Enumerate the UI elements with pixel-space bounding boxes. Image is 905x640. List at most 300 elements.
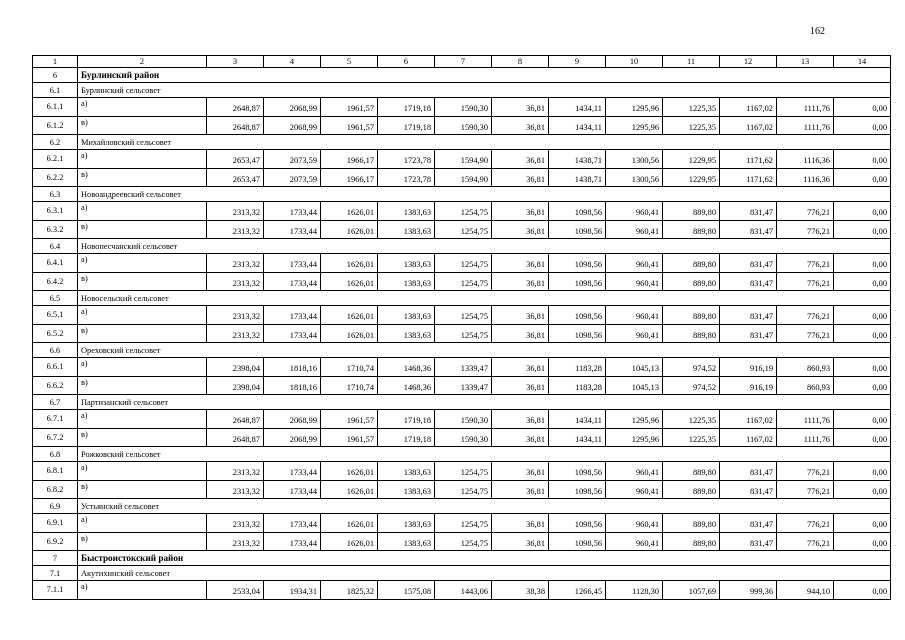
row-code: 6.5.1 (33, 306, 78, 325)
value-cell: 1434,11 (549, 98, 606, 117)
value-cell: 1468,36 (378, 376, 435, 395)
value-cell: 1626,01 (321, 254, 378, 273)
row-code: 6.9 (33, 499, 78, 514)
value-cell: 1254,75 (435, 324, 492, 343)
council-row (33, 566, 891, 581)
value-cell: 2653,47 (207, 168, 264, 187)
value-cell: 889,80 (663, 480, 720, 499)
row-code: 6.2.2 (33, 168, 78, 187)
value-cell: 1626,01 (321, 514, 378, 533)
value-cell: 1295,96 (606, 116, 663, 135)
value-cell: 960,41 (606, 324, 663, 343)
council-title: Партизанский сельсовет (78, 395, 891, 410)
value-cell: 2648,87 (207, 98, 264, 117)
value-cell: 1254,75 (435, 202, 492, 221)
column-header: 2 (78, 56, 207, 68)
value-cell: 831,47 (720, 324, 777, 343)
value-cell: 1295,96 (606, 428, 663, 447)
value-cell: 1295,96 (606, 410, 663, 429)
value-cell: 916,19 (720, 358, 777, 377)
value-cell: 2313,32 (207, 254, 264, 273)
value-cell: 1966,17 (321, 150, 378, 169)
value-cell: 889,80 (663, 220, 720, 239)
row-code: 6.4.1 (33, 254, 78, 273)
value-cell: 1254,75 (435, 306, 492, 325)
row-code: 6.3.1 (33, 202, 78, 221)
value-cell: 1098,56 (549, 324, 606, 343)
value-cell: 960,41 (606, 306, 663, 325)
value-cell: 1116,36 (777, 168, 834, 187)
row-variant: в) (78, 220, 207, 239)
value-cell: 889,80 (663, 514, 720, 533)
value-cell: 1098,56 (549, 514, 606, 533)
value-cell: 1383,63 (378, 480, 435, 499)
value-cell: 2533,04 (207, 581, 264, 600)
value-cell: 776,21 (777, 220, 834, 239)
value-cell: 831,47 (720, 480, 777, 499)
value-cell: 1961,57 (321, 116, 378, 135)
row-variant: а) (78, 514, 207, 533)
value-cell: 1733,44 (264, 480, 321, 499)
value-cell: 0,00 (834, 480, 891, 499)
row-variant: в) (78, 376, 207, 395)
value-cell: 1183,28 (549, 376, 606, 395)
value-cell: 1733,44 (264, 324, 321, 343)
value-cell: 0,00 (834, 514, 891, 533)
value-cell: 1723,78 (378, 150, 435, 169)
value-cell: 1626,01 (321, 220, 378, 239)
table-row (33, 116, 891, 135)
value-cell: 1098,56 (549, 480, 606, 499)
value-cell: 36,81 (492, 462, 549, 481)
value-cell: 974,52 (663, 376, 720, 395)
value-cell: 0,00 (834, 581, 891, 600)
value-cell: 776,21 (777, 324, 834, 343)
value-cell: 960,41 (606, 514, 663, 533)
value-cell: 1719,18 (378, 98, 435, 117)
value-cell: 960,41 (606, 480, 663, 499)
value-cell: 1468,36 (378, 358, 435, 377)
value-cell: 1098,56 (549, 306, 606, 325)
value-cell: 2073,59 (264, 168, 321, 187)
value-cell: 776,21 (777, 272, 834, 291)
table-row (33, 581, 891, 600)
table-row (33, 272, 891, 291)
row-variant: а) (78, 358, 207, 377)
value-cell: 1098,56 (549, 220, 606, 239)
value-cell: 1300,56 (606, 168, 663, 187)
value-cell: 0,00 (834, 462, 891, 481)
value-cell: 1167,02 (720, 98, 777, 117)
council-row (33, 83, 891, 98)
column-header: 3 (207, 56, 264, 68)
table-row (33, 428, 891, 447)
value-cell: 1966,17 (321, 168, 378, 187)
value-cell: 1719,18 (378, 410, 435, 429)
row-code: 6.6.1 (33, 358, 78, 377)
value-cell: 1733,44 (264, 532, 321, 551)
row-code: 7.1.1 (33, 581, 78, 600)
value-cell: 1710,74 (321, 358, 378, 377)
council-title: Рожковский сельсовет (78, 447, 891, 462)
value-cell: 36,81 (492, 98, 549, 117)
value-cell: 1825,32 (321, 581, 378, 600)
value-cell: 1443,06 (435, 581, 492, 600)
council-row (33, 395, 891, 410)
value-cell: 36,81 (492, 514, 549, 533)
row-code: 6 (33, 68, 78, 83)
value-cell: 1171,62 (720, 150, 777, 169)
column-header: 9 (549, 56, 606, 68)
value-cell: 1111,76 (777, 428, 834, 447)
value-cell: 960,41 (606, 272, 663, 291)
value-cell: 1383,63 (378, 324, 435, 343)
council-row (33, 499, 891, 514)
row-code: 6.6.2 (33, 376, 78, 395)
row-code: 6.8.1 (33, 462, 78, 481)
value-cell: 1733,44 (264, 272, 321, 291)
council-row (33, 239, 891, 254)
value-cell: 1733,44 (264, 202, 321, 221)
table-row (33, 202, 891, 221)
value-cell: 776,21 (777, 480, 834, 499)
value-cell: 36,81 (492, 254, 549, 273)
value-cell: 1733,44 (264, 514, 321, 533)
row-code: 6.7.1 (33, 410, 78, 429)
value-cell: 36,81 (492, 428, 549, 447)
value-cell: 960,41 (606, 254, 663, 273)
row-code: 6.4 (33, 239, 78, 254)
value-cell: 1171,62 (720, 168, 777, 187)
value-cell: 1167,02 (720, 410, 777, 429)
value-cell: 1626,01 (321, 462, 378, 481)
value-cell: 1383,63 (378, 272, 435, 291)
council-row (33, 343, 891, 358)
value-cell: 831,47 (720, 254, 777, 273)
row-code: 6.8.2 (33, 480, 78, 499)
row-variant: в) (78, 116, 207, 135)
value-cell: 2313,32 (207, 532, 264, 551)
value-cell: 2313,32 (207, 324, 264, 343)
row-variant: в) (78, 480, 207, 499)
value-cell: 889,80 (663, 272, 720, 291)
row-code: 6.2 (33, 135, 78, 150)
value-cell: 0,00 (834, 358, 891, 377)
value-cell: 2313,32 (207, 202, 264, 221)
value-cell: 831,47 (720, 532, 777, 551)
column-header: 12 (720, 56, 777, 68)
row-variant: в) (78, 324, 207, 343)
row-variant: а) (78, 150, 207, 169)
value-cell: 1295,96 (606, 98, 663, 117)
value-cell: 0,00 (834, 428, 891, 447)
value-cell: 36,81 (492, 116, 549, 135)
value-cell: 944,10 (777, 581, 834, 600)
council-title: Новосельский сельсовет (78, 291, 891, 306)
value-cell: 1626,01 (321, 272, 378, 291)
value-cell: 0,00 (834, 376, 891, 395)
value-cell: 1254,75 (435, 532, 492, 551)
value-cell: 2313,32 (207, 514, 264, 533)
value-cell: 1057,69 (663, 581, 720, 600)
council-title: Новоандреевский сельсовет (78, 187, 891, 202)
district-title: Быстроистокский район (78, 551, 891, 566)
value-cell: 2313,32 (207, 306, 264, 325)
value-cell: 1733,44 (264, 254, 321, 273)
tariff-table (32, 55, 891, 600)
value-cell: 1339,47 (435, 376, 492, 395)
value-cell: 1254,75 (435, 254, 492, 273)
row-variant: а) (78, 581, 207, 600)
value-cell: 1733,44 (264, 220, 321, 239)
value-cell: 776,21 (777, 514, 834, 533)
row-code: 6.3.2 (33, 220, 78, 239)
row-code: 6.1.1 (33, 98, 78, 117)
value-cell: 0,00 (834, 98, 891, 117)
row-variant: в) (78, 428, 207, 447)
value-cell: 999,36 (720, 581, 777, 600)
row-variant: а) (78, 462, 207, 481)
row-code: 6.4.2 (33, 272, 78, 291)
value-cell: 36,81 (492, 272, 549, 291)
value-cell: 36,81 (492, 358, 549, 377)
value-cell: 1719,18 (378, 428, 435, 447)
value-cell: 2653,47 (207, 150, 264, 169)
table-row (33, 150, 891, 169)
value-cell: 1961,57 (321, 428, 378, 447)
row-variant: а) (78, 202, 207, 221)
value-cell: 1961,57 (321, 98, 378, 117)
value-cell: 1818,16 (264, 376, 321, 395)
table-row (33, 462, 891, 481)
value-cell: 1626,01 (321, 480, 378, 499)
value-cell: 1626,01 (321, 202, 378, 221)
row-code: 6.1 (33, 83, 78, 98)
value-cell: 2068,99 (264, 410, 321, 429)
value-cell: 1934,31 (264, 581, 321, 600)
value-cell: 1719,18 (378, 116, 435, 135)
value-cell: 1098,56 (549, 202, 606, 221)
value-cell: 1254,75 (435, 462, 492, 481)
value-cell: 776,21 (777, 254, 834, 273)
value-cell: 1575,08 (378, 581, 435, 600)
value-cell: 831,47 (720, 220, 777, 239)
row-code: 6.8 (33, 447, 78, 462)
value-cell: 776,21 (777, 462, 834, 481)
value-cell: 1710,74 (321, 376, 378, 395)
table-row (33, 358, 891, 377)
value-cell: 1590,30 (435, 428, 492, 447)
value-cell: 2073,59 (264, 150, 321, 169)
value-cell: 889,80 (663, 202, 720, 221)
row-variant: в) (78, 532, 207, 551)
row-code: 6.7.2 (33, 428, 78, 447)
column-header: 13 (777, 56, 834, 68)
value-cell: 1225,35 (663, 98, 720, 117)
value-cell: 36,81 (492, 220, 549, 239)
value-cell: 2398,04 (207, 376, 264, 395)
value-cell: 776,21 (777, 306, 834, 325)
value-cell: 860,93 (777, 376, 834, 395)
value-cell: 0,00 (834, 272, 891, 291)
value-cell: 1098,56 (549, 254, 606, 273)
value-cell: 1183,28 (549, 358, 606, 377)
value-cell: 1254,75 (435, 220, 492, 239)
row-variant: а) (78, 98, 207, 117)
value-cell: 1045,13 (606, 358, 663, 377)
value-cell: 1818,16 (264, 358, 321, 377)
column-header: 6 (378, 56, 435, 68)
value-cell: 0,00 (834, 150, 891, 169)
value-cell: 960,41 (606, 202, 663, 221)
table-row (33, 514, 891, 533)
value-cell: 974,52 (663, 358, 720, 377)
value-cell: 36,81 (492, 168, 549, 187)
value-cell: 36,81 (492, 532, 549, 551)
value-cell: 0,00 (834, 116, 891, 135)
row-variant: в) (78, 168, 207, 187)
value-cell: 1098,56 (549, 532, 606, 551)
table-row (33, 168, 891, 187)
value-cell: 1254,75 (435, 480, 492, 499)
row-code: 7.1 (33, 566, 78, 581)
table-row (33, 324, 891, 343)
table-row (33, 98, 891, 117)
value-cell: 2648,87 (207, 428, 264, 447)
value-cell: 1626,01 (321, 324, 378, 343)
row-code: 6.5.2 (33, 324, 78, 343)
value-cell: 831,47 (720, 272, 777, 291)
value-cell: 776,21 (777, 202, 834, 221)
row-code: 6.9.2 (33, 532, 78, 551)
value-cell: 2068,99 (264, 428, 321, 447)
value-cell: 1254,75 (435, 272, 492, 291)
value-cell: 1438,71 (549, 168, 606, 187)
value-cell: 2068,99 (264, 116, 321, 135)
value-cell: 1167,02 (720, 116, 777, 135)
column-header: 11 (663, 56, 720, 68)
value-cell: 1434,11 (549, 410, 606, 429)
value-cell: 1254,75 (435, 514, 492, 533)
value-cell: 889,80 (663, 306, 720, 325)
value-cell: 1225,35 (663, 428, 720, 447)
row-code: 6.9.1 (33, 514, 78, 533)
district-row (33, 68, 891, 83)
value-cell: 1383,63 (378, 220, 435, 239)
value-cell: 36,81 (492, 324, 549, 343)
value-cell: 2648,87 (207, 116, 264, 135)
table-row (33, 480, 891, 499)
value-cell: 2313,32 (207, 220, 264, 239)
value-cell: 0,00 (834, 220, 891, 239)
council-title: Бурлинский сельсовет (78, 83, 891, 98)
value-cell: 1383,63 (378, 202, 435, 221)
row-variant: а) (78, 254, 207, 273)
value-cell: 36,81 (492, 150, 549, 169)
row-code: 6.6 (33, 343, 78, 358)
value-cell: 1111,76 (777, 410, 834, 429)
value-cell: 1383,63 (378, 254, 435, 273)
value-cell: 1590,30 (435, 410, 492, 429)
value-cell: 2648,87 (207, 410, 264, 429)
value-cell: 831,47 (720, 514, 777, 533)
value-cell: 38,38 (492, 581, 549, 600)
council-title: Устьянский сельсовет (78, 499, 891, 514)
row-variant: а) (78, 410, 207, 429)
row-variant: в) (78, 272, 207, 291)
value-cell: 1383,63 (378, 514, 435, 533)
value-cell: 916,19 (720, 376, 777, 395)
value-cell: 1733,44 (264, 306, 321, 325)
value-cell: 1111,76 (777, 116, 834, 135)
value-cell: 889,80 (663, 324, 720, 343)
column-header: 7 (435, 56, 492, 68)
value-cell: 1383,63 (378, 306, 435, 325)
council-title: Новопесчанский сельсовет (78, 239, 891, 254)
value-cell: 1383,63 (378, 532, 435, 551)
value-cell: 1723,78 (378, 168, 435, 187)
value-cell: 2068,99 (264, 98, 321, 117)
value-cell: 860,93 (777, 358, 834, 377)
value-cell: 1626,01 (321, 306, 378, 325)
value-cell: 889,80 (663, 254, 720, 273)
value-cell: 1266,45 (549, 581, 606, 600)
column-number-row (33, 56, 891, 68)
value-cell: 0,00 (834, 410, 891, 429)
value-cell: 36,81 (492, 410, 549, 429)
value-cell: 1594,90 (435, 150, 492, 169)
district-title: Бурлинский район (78, 68, 891, 83)
value-cell: 960,41 (606, 462, 663, 481)
council-title: Акутихинский сельсовет (78, 566, 891, 581)
value-cell: 36,81 (492, 376, 549, 395)
table-row (33, 376, 891, 395)
council-row (33, 187, 891, 202)
value-cell: 1225,35 (663, 116, 720, 135)
value-cell: 0,00 (834, 254, 891, 273)
council-title: Михайловский сельсовет (78, 135, 891, 150)
value-cell: 1229,95 (663, 168, 720, 187)
row-code: 6.1.2 (33, 116, 78, 135)
value-cell: 0,00 (834, 202, 891, 221)
value-cell: 2398,04 (207, 358, 264, 377)
value-cell: 776,21 (777, 532, 834, 551)
row-code: 7 (33, 551, 78, 566)
row-code: 6.7 (33, 395, 78, 410)
value-cell: 889,80 (663, 462, 720, 481)
value-cell: 1098,56 (549, 462, 606, 481)
table-row (33, 220, 891, 239)
value-cell: 1045,13 (606, 376, 663, 395)
column-header: 5 (321, 56, 378, 68)
value-cell: 960,41 (606, 532, 663, 551)
column-header: 10 (606, 56, 663, 68)
district-row (33, 551, 891, 566)
value-cell: 1167,02 (720, 428, 777, 447)
value-cell: 831,47 (720, 462, 777, 481)
value-cell: 831,47 (720, 202, 777, 221)
value-cell: 1098,56 (549, 272, 606, 291)
value-cell: 1116,36 (777, 150, 834, 169)
value-cell: 831,47 (720, 306, 777, 325)
row-variant: а) (78, 306, 207, 325)
value-cell: 1128,30 (606, 581, 663, 600)
council-title: Ореховский сельсовет (78, 343, 891, 358)
table-row (33, 254, 891, 273)
council-row (33, 291, 891, 306)
table-row (33, 532, 891, 551)
value-cell: 1229,95 (663, 150, 720, 169)
